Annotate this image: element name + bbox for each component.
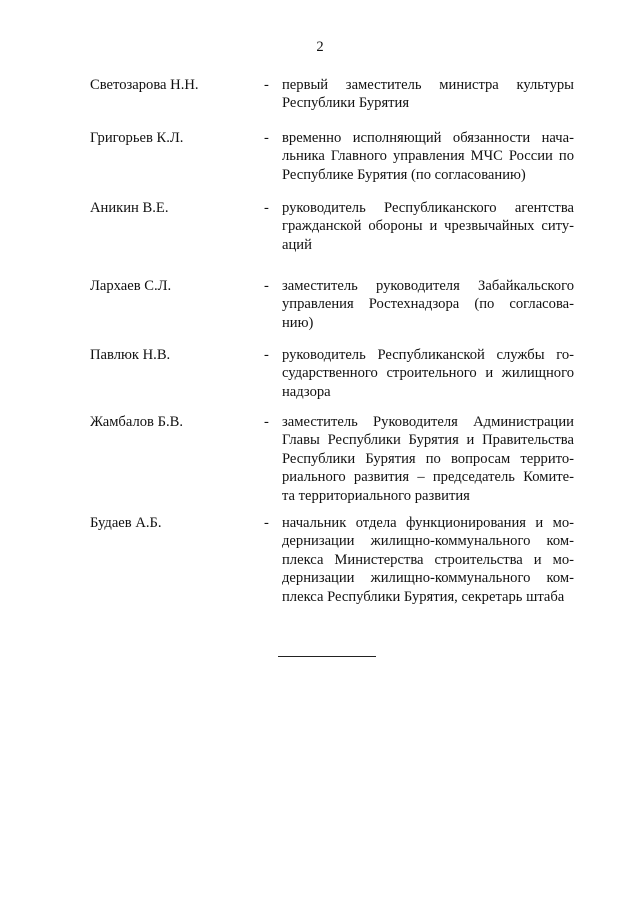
member-name: Григорьев К.Л. <box>90 130 184 146</box>
position-line: Республики Бурятия <box>282 95 410 112</box>
dash-separator: - <box>264 130 269 146</box>
position-line: начальник отдела функционирования и мо- <box>282 515 574 531</box>
position-line: надзора <box>282 383 331 400</box>
position-line: льника Главного управления МЧС России по <box>282 148 574 165</box>
position-line: Республике Бурятия (по согласованию) <box>282 166 526 183</box>
position-line: заместитель Руководителя Администрации <box>282 414 574 430</box>
member-position <box>282 129 574 184</box>
position-line: временно исполняющий обязанности нача- <box>282 130 574 146</box>
member-name: Лархаев С.Л. <box>90 278 172 294</box>
position-line: риального развития – председатель Комите- <box>282 469 574 486</box>
dash-separator: - <box>264 414 269 430</box>
position-line: руководитель Республиканской службы го- <box>282 347 574 363</box>
dash-separator: - <box>264 515 269 531</box>
member-position <box>282 199 574 254</box>
member-name: Павлюк Н.В. <box>90 347 171 363</box>
dash-separator: - <box>264 278 269 294</box>
member-position <box>282 76 574 113</box>
position-line: аций <box>282 236 312 253</box>
member-name: Светозарова Н.Н. <box>90 77 199 93</box>
member-name: Будаев А.Б. <box>90 515 162 531</box>
dash-separator: - <box>264 347 269 363</box>
member-name: Жамбалов Б.В. <box>90 414 183 430</box>
position-line: дернизации жилищно-коммунального ком- <box>282 570 574 587</box>
position-line: та территориального развития <box>282 487 470 504</box>
position-line: дернизации жилищно-коммунального ком- <box>282 533 574 550</box>
position-line: управления Ростехнадзора (по согласова- <box>282 296 574 313</box>
dash-separator: - <box>264 200 269 216</box>
position-line: нию) <box>282 314 314 331</box>
position-line: гражданской обороны и чрезвычайных ситу- <box>282 218 574 235</box>
position-line: Республики Бурятия по вопросам террито- <box>282 450 574 467</box>
member-name: Аникин В.Е. <box>90 200 169 216</box>
position-line: плекса Министерства строительства и мо- <box>282 551 574 568</box>
position-line: Главы Республики Бурятия и Правительства <box>282 432 574 449</box>
position-line: плекса Республики Бурятия, секретарь штаба <box>282 588 565 605</box>
dash-separator: - <box>264 77 269 93</box>
member-position <box>282 346 574 401</box>
position-line: руководитель Республиканского агентства <box>282 200 574 216</box>
member-position <box>282 413 574 505</box>
closing-rule <box>278 656 376 657</box>
position-line: первый заместитель министра культуры <box>282 77 574 93</box>
position-line: заместитель руководителя Забайкальского <box>282 278 574 294</box>
position-line: сударственного строительного и жилищного <box>282 365 574 382</box>
page-number: 2 <box>316 39 324 55</box>
member-position <box>282 514 574 606</box>
member-position <box>282 277 574 332</box>
